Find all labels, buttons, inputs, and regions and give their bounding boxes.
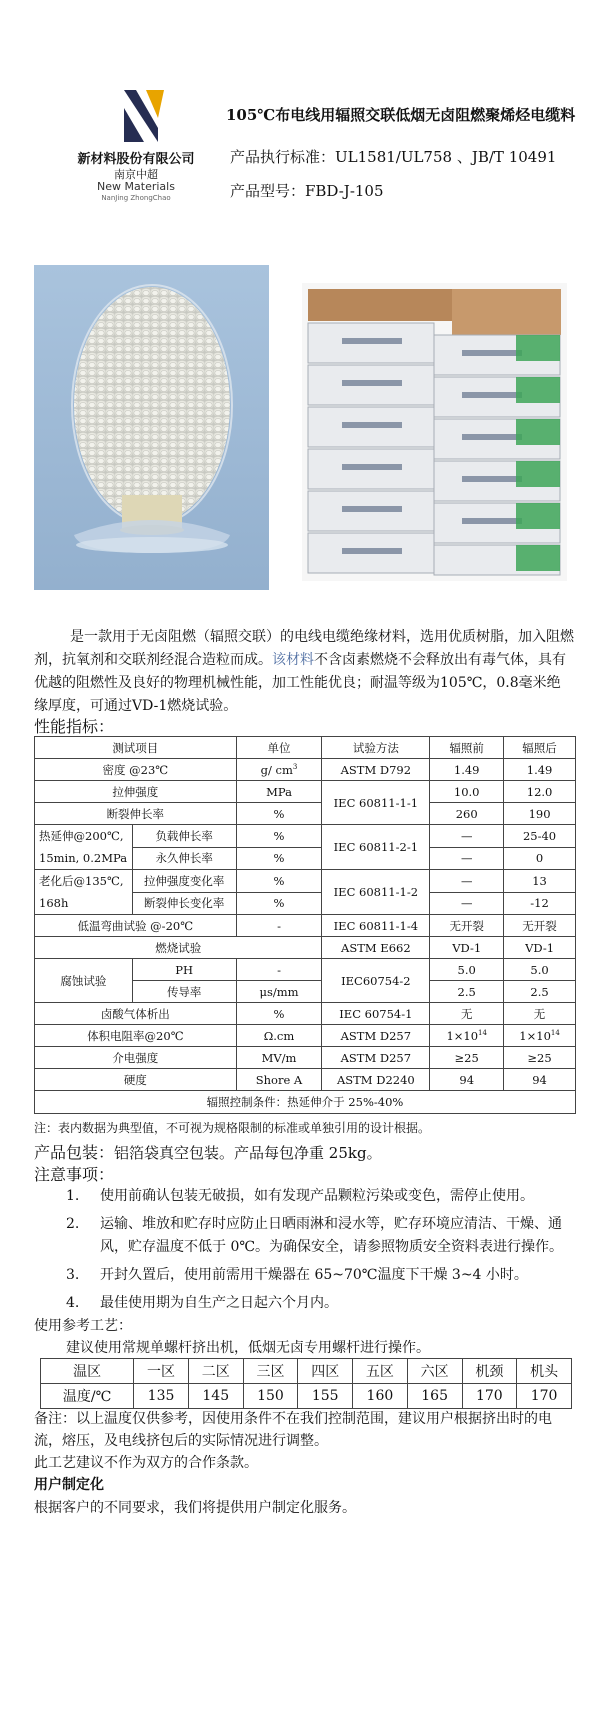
remark-line-1: 备注：以上温度仅供参考，因使用条件不在我们控制范围，建议用户根据挤出时的电流，熔压，及电线挤包后的实际情况进行调整。	[34, 1411, 552, 1449]
table-cell: 温度/℃	[41, 1384, 134, 1409]
table-cell	[504, 1025, 576, 1047]
table-cell: 0	[504, 847, 576, 870]
table-cell: ≥25	[504, 1047, 576, 1069]
table-cell	[430, 1025, 504, 1047]
table-cell: IEC 60754-1	[322, 1003, 430, 1025]
pellet-flask-image	[34, 265, 269, 590]
table-cell: ASTM D257	[322, 1025, 430, 1047]
table-cell: 260	[430, 803, 504, 825]
header-cell: 一区	[134, 1359, 189, 1384]
header-cell: 辐照后	[504, 737, 576, 759]
table-cell: Shore A	[236, 1069, 322, 1091]
list-number: 3.	[66, 1267, 80, 1283]
table-cell: 拉伸强度变化率	[132, 870, 236, 893]
header-cell: 温区	[41, 1359, 134, 1384]
table-cell: 190	[504, 803, 576, 825]
table-cell: 10.0	[430, 781, 504, 803]
table-row	[35, 825, 576, 848]
header-cell: 六区	[407, 1359, 462, 1384]
table-footer-cell: 辐照控制条件：热延伸介于 25%-40%	[35, 1091, 576, 1114]
table-cell: —	[430, 825, 504, 848]
table-row	[35, 759, 576, 781]
table-row	[35, 915, 576, 937]
logo-en-name: New Materials	[97, 180, 175, 193]
table-cell: 无	[430, 1003, 504, 1025]
table-note: 注：表内数据为典型值，不可视为规格限制的标准或单独引用的设计根据。	[34, 1121, 431, 1135]
header-cell: 机头	[517, 1359, 572, 1384]
performance-heading: 性能指标：	[34, 717, 115, 736]
packaging-label: 产品包装：	[34, 1143, 115, 1162]
table-cell: 燃烧试验	[35, 937, 322, 959]
list-item	[34, 1264, 579, 1287]
process-remark	[34, 1408, 579, 1474]
table-row	[35, 870, 576, 893]
packaging-text: 铝箔袋真空包装。产品每包净重 25kg。	[114, 1144, 382, 1162]
unit-text: g/ cm	[260, 762, 293, 777]
table-cell: 1.49	[430, 759, 504, 781]
table-cell: 170	[462, 1384, 517, 1409]
table-cell: 老化后@135℃, 168h	[35, 870, 133, 915]
table-cell: —	[430, 870, 504, 893]
notice-heading: 注意事项：	[34, 1165, 115, 1184]
table-cell: IEC 60811-1-1	[322, 781, 430, 825]
logo-cn-sub: 南京中超	[114, 168, 158, 181]
table-cell: 断裂伸长率	[35, 803, 237, 825]
table-cell: 介电强度	[35, 1047, 237, 1069]
table-cell: VD-1	[430, 937, 504, 959]
table-cell: —	[430, 892, 504, 915]
table-cell: ASTM D2240	[322, 1069, 430, 1091]
table-cell: ASTM D792	[322, 759, 430, 781]
table-cell: 拉伸强度	[35, 781, 237, 803]
list-number: 2.	[66, 1216, 80, 1232]
list-item	[34, 1292, 579, 1315]
table-cell: VD-1	[504, 937, 576, 959]
table-cell: 5.0	[504, 959, 576, 981]
intro-text-2: 不含卤素燃烧不会释放出有毒气体，具有优越的阻燃性及良好的物理机械性能，加工性能优良；耐温等级为105℃，0.8毫米绝缘厚度，可通过VD-1燃烧试验。	[34, 652, 566, 714]
value-sup: 14	[478, 1028, 487, 1037]
table-cell: %	[236, 870, 322, 893]
table-cell: 1.49	[504, 759, 576, 781]
table-row	[35, 1003, 576, 1025]
spec-table	[34, 736, 576, 1114]
table-cell: MPa	[236, 781, 322, 803]
intro-text-highlight: 该材料	[272, 652, 314, 668]
table-cell: %	[236, 825, 322, 848]
table-cell: 135	[134, 1384, 189, 1409]
product-standard: 产品执行标准：UL1581/UL758 、JB/T 10491	[230, 148, 557, 166]
table-row	[35, 1047, 576, 1069]
table-cell: 25-40	[504, 825, 576, 848]
list-number: 4.	[66, 1295, 80, 1311]
list-text: 最佳使用期为自生产之日起六个月内。	[100, 1295, 338, 1311]
remark-line-2: 此工艺建议不作为双方的合作条款。	[34, 1455, 258, 1471]
table-cell: 155	[298, 1384, 353, 1409]
table-cell: —	[430, 847, 504, 870]
table-cell: IEC 60811-1-4	[322, 915, 430, 937]
table-cell: 150	[243, 1384, 298, 1409]
header-cell: 三区	[243, 1359, 298, 1384]
table-row	[41, 1384, 572, 1409]
table-row	[35, 959, 576, 981]
logo-en-sub: NanJing ZhongChao	[101, 194, 171, 202]
table-cell: 硬度	[35, 1069, 237, 1091]
table-cell: 165	[407, 1384, 462, 1409]
header-cell: 四区	[298, 1359, 353, 1384]
header-cell: 测试项目	[35, 737, 237, 759]
table-cell: 无开裂	[430, 915, 504, 937]
table-cell: %	[236, 1003, 322, 1025]
list-item	[34, 1213, 579, 1259]
table-cell: %	[236, 803, 322, 825]
header-cell: 机颈	[462, 1359, 517, 1384]
process-heading: 使用参考工艺：	[34, 1318, 132, 1334]
table-cell: 5.0	[430, 959, 504, 981]
table-cell: 腐蚀试验	[35, 959, 133, 1003]
process-subtext: 建议使用常规单螺杆挤出机，低烟无卤专用螺杆进行操作。	[66, 1340, 430, 1356]
table-cell: 无	[504, 1003, 576, 1025]
value-text: 1×10	[446, 1028, 479, 1043]
table-cell: 2.5	[504, 981, 576, 1003]
table-row	[35, 737, 576, 759]
table-cell: 负载伸长率	[132, 825, 236, 848]
table-cell: IEC 60811-1-2	[322, 870, 430, 915]
table-row	[35, 803, 576, 825]
table-row	[35, 937, 576, 959]
customization-text: 根据客户的不同要求，我们将提供用户制定化服务。	[34, 1500, 356, 1516]
header-cell: 辐照前	[430, 737, 504, 759]
list-text: 运输、堆放和贮存时应防止日晒雨淋和浸水等，贮存环境应清洁、干燥、通风，贮存温度不低于 0℃。为确保安全，请参照物质安全资料表进行操作。	[100, 1216, 564, 1255]
table-cell: 断裂伸长变化率	[132, 892, 236, 915]
table-cell: 热延伸@200℃, 15min, 0.2MPa	[35, 825, 133, 870]
header-cell: 五区	[353, 1359, 408, 1384]
table-cell: IEC60754-2	[322, 959, 430, 1003]
table-cell: 密度 @23℃	[35, 759, 237, 781]
list-text: 开封久置后，使用前需用干燥器在 65~70℃温度下干燥 3~4 小时。	[100, 1267, 528, 1283]
table-cell: Ω.cm	[236, 1025, 322, 1047]
table-cell: 12.0	[504, 781, 576, 803]
list-item	[34, 1185, 579, 1208]
product-intro	[34, 626, 574, 718]
table-cell: 94	[504, 1069, 576, 1091]
customization-heading: 用户制定化	[34, 1477, 104, 1493]
table-cell: 体积电阻率@20℃	[35, 1025, 237, 1047]
table-cell: 无开裂	[504, 915, 576, 937]
table-cell: 2.5	[430, 981, 504, 1003]
header-cell: 单位	[236, 737, 322, 759]
product-model: 产品型号：FBD-J-105	[230, 182, 384, 200]
table-cell: 13	[504, 870, 576, 893]
logo-cn-name: 新材料股份有限公司	[77, 152, 195, 167]
value-text: 1×10	[519, 1028, 551, 1043]
packaging	[34, 1140, 382, 1163]
intro-text-1: 是一款用于无卤阻燃（辐照交联）的电线电缆绝缘材料，选用优质树脂，加入阻燃剂，抗氧剂和交联剂经混合造粒而成。	[34, 629, 574, 668]
company-logo	[66, 88, 206, 202]
table-row	[35, 781, 576, 803]
table-cell: 145	[188, 1384, 243, 1409]
temperature-table	[40, 1358, 572, 1409]
value-sup: 14	[550, 1028, 560, 1037]
table-cell: MV/m	[236, 1047, 322, 1069]
table-cell: ≥25	[430, 1047, 504, 1069]
table-cell: 卤酸气体析出	[35, 1003, 237, 1025]
table-cell: 传导率	[132, 981, 236, 1003]
unit-sup: 3	[292, 762, 298, 771]
table-cell: PH	[132, 959, 236, 981]
table-cell	[236, 759, 322, 781]
list-text: 使用前确认包装无破损，如有发现产品颗粒污染或变色，需停止使用。	[100, 1188, 534, 1204]
table-cell: 94	[430, 1069, 504, 1091]
table-cell: -12	[504, 892, 576, 915]
logo-mark-icon	[106, 88, 170, 144]
table-cell: ASTM D257	[322, 1047, 430, 1069]
table-cell: -	[236, 959, 322, 981]
header-cell: 二区	[188, 1359, 243, 1384]
table-cell: 永久伸长率	[132, 847, 236, 870]
table-row	[35, 1091, 576, 1114]
notice-list	[34, 1185, 579, 1320]
table-cell: 170	[517, 1384, 572, 1409]
product-title: 105℃布电线用辐照交联低烟无卤阻燃聚烯烃电缆料	[226, 106, 576, 124]
table-cell: ASTM E662	[322, 937, 430, 959]
list-number: 1.	[66, 1188, 80, 1204]
table-cell: μs/mm	[236, 981, 322, 1003]
table-row	[35, 1069, 576, 1091]
table-cell: -	[236, 915, 322, 937]
table-row	[41, 1359, 572, 1384]
header-cell: 试验方法	[322, 737, 430, 759]
table-row	[35, 1025, 576, 1047]
table-cell: 低温弯曲试验 @-20℃	[35, 915, 237, 937]
table-cell: IEC 60811-2-1	[322, 825, 430, 870]
table-cell: 160	[353, 1384, 408, 1409]
table-cell: %	[236, 892, 322, 915]
table-cell: %	[236, 847, 322, 870]
packaged-pallet-image	[302, 283, 567, 581]
